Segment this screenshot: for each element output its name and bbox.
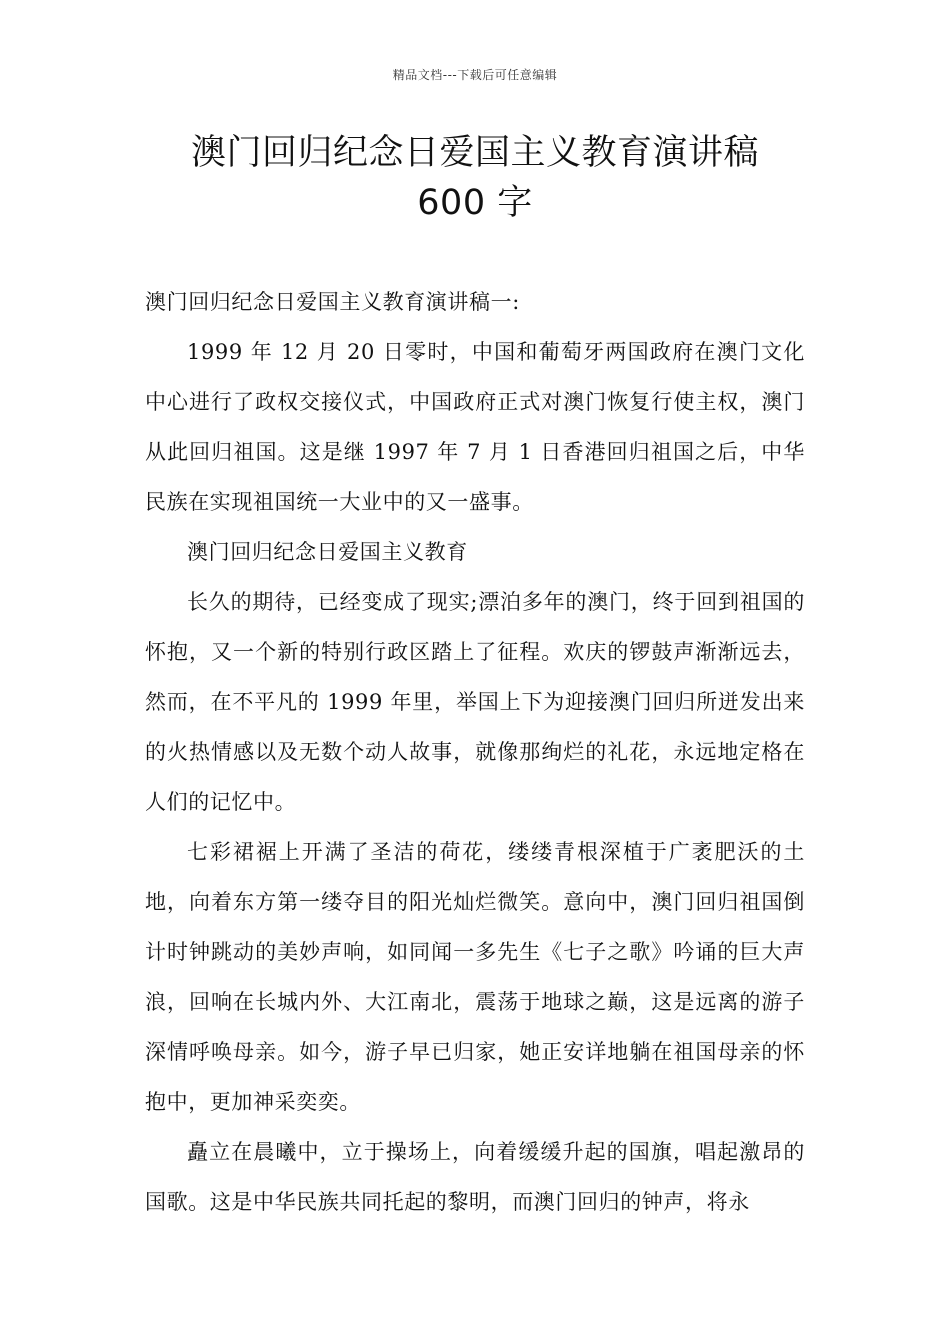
document-title bbox=[100, 128, 850, 228]
title-line-2: 600 字 bbox=[417, 183, 533, 223]
page-header: 精品文档---下载后可任意编辑 bbox=[392, 68, 558, 82]
paragraph-subheading: 澳门回归纪念日爱国主义教育 bbox=[187, 540, 468, 564]
paragraph: 七彩裙裾上开满了圣洁的荷花，缕缕青根深植于广袤肥沃的土地，向着东方第一缕夺目的阳光灿烂微笑。意向中，澳门回归祖国倒计时钟跳动的美妙声响，如同闻一多先生《七子之歌》吟诵的巨大声浪，回响在长城内外、大江南北，震荡于地球之巅，这是远离的游子深情呼唤母亲。如今，游子早已归家，她正安详地躺在祖国母亲的怀抱中，更加神采奕奕。 bbox=[145, 840, 805, 1114]
paragraph: 1999 年 12 月 20 日零时，中国和葡萄牙两国政府在澳门文化中心进行了政权交接仪式，中国政府正式对澳门恢复行使主权，澳门从此回归祖国。这是继 1997 年 7 月 1 日香港回归祖国之后，中华民族在实现祖国统一大业中的又一盛事。 bbox=[145, 340, 805, 514]
paragraph: 矗立在晨曦中，立于操场上，向着缓缓升起的国旗，唱起激昂的国歌。这是中华民族共同托起的黎明，而澳门回归的钟声，将永 bbox=[145, 1140, 805, 1214]
title-line-1: 澳门回归纪念日爱国主义教育演讲稿 bbox=[190, 133, 759, 173]
section-heading: 澳门回归纪念日爱国主义教育演讲稿一: bbox=[145, 290, 520, 314]
paragraph: 长久的期待，已经变成了现实;漂泊多年的澳门，终于回到祖国的怀抱，又一个新的特别行政区踏上了征程。欢庆的锣鼓声渐渐远去，然而，在不平凡的 1999 年里，举国上下为迎接澳门回归所迸发出来的火热情感以及无数个动人故事，就像那绚烂的礼花，永远地定格在人们的记忆中。 bbox=[145, 590, 805, 814]
document-body bbox=[145, 277, 805, 1227]
